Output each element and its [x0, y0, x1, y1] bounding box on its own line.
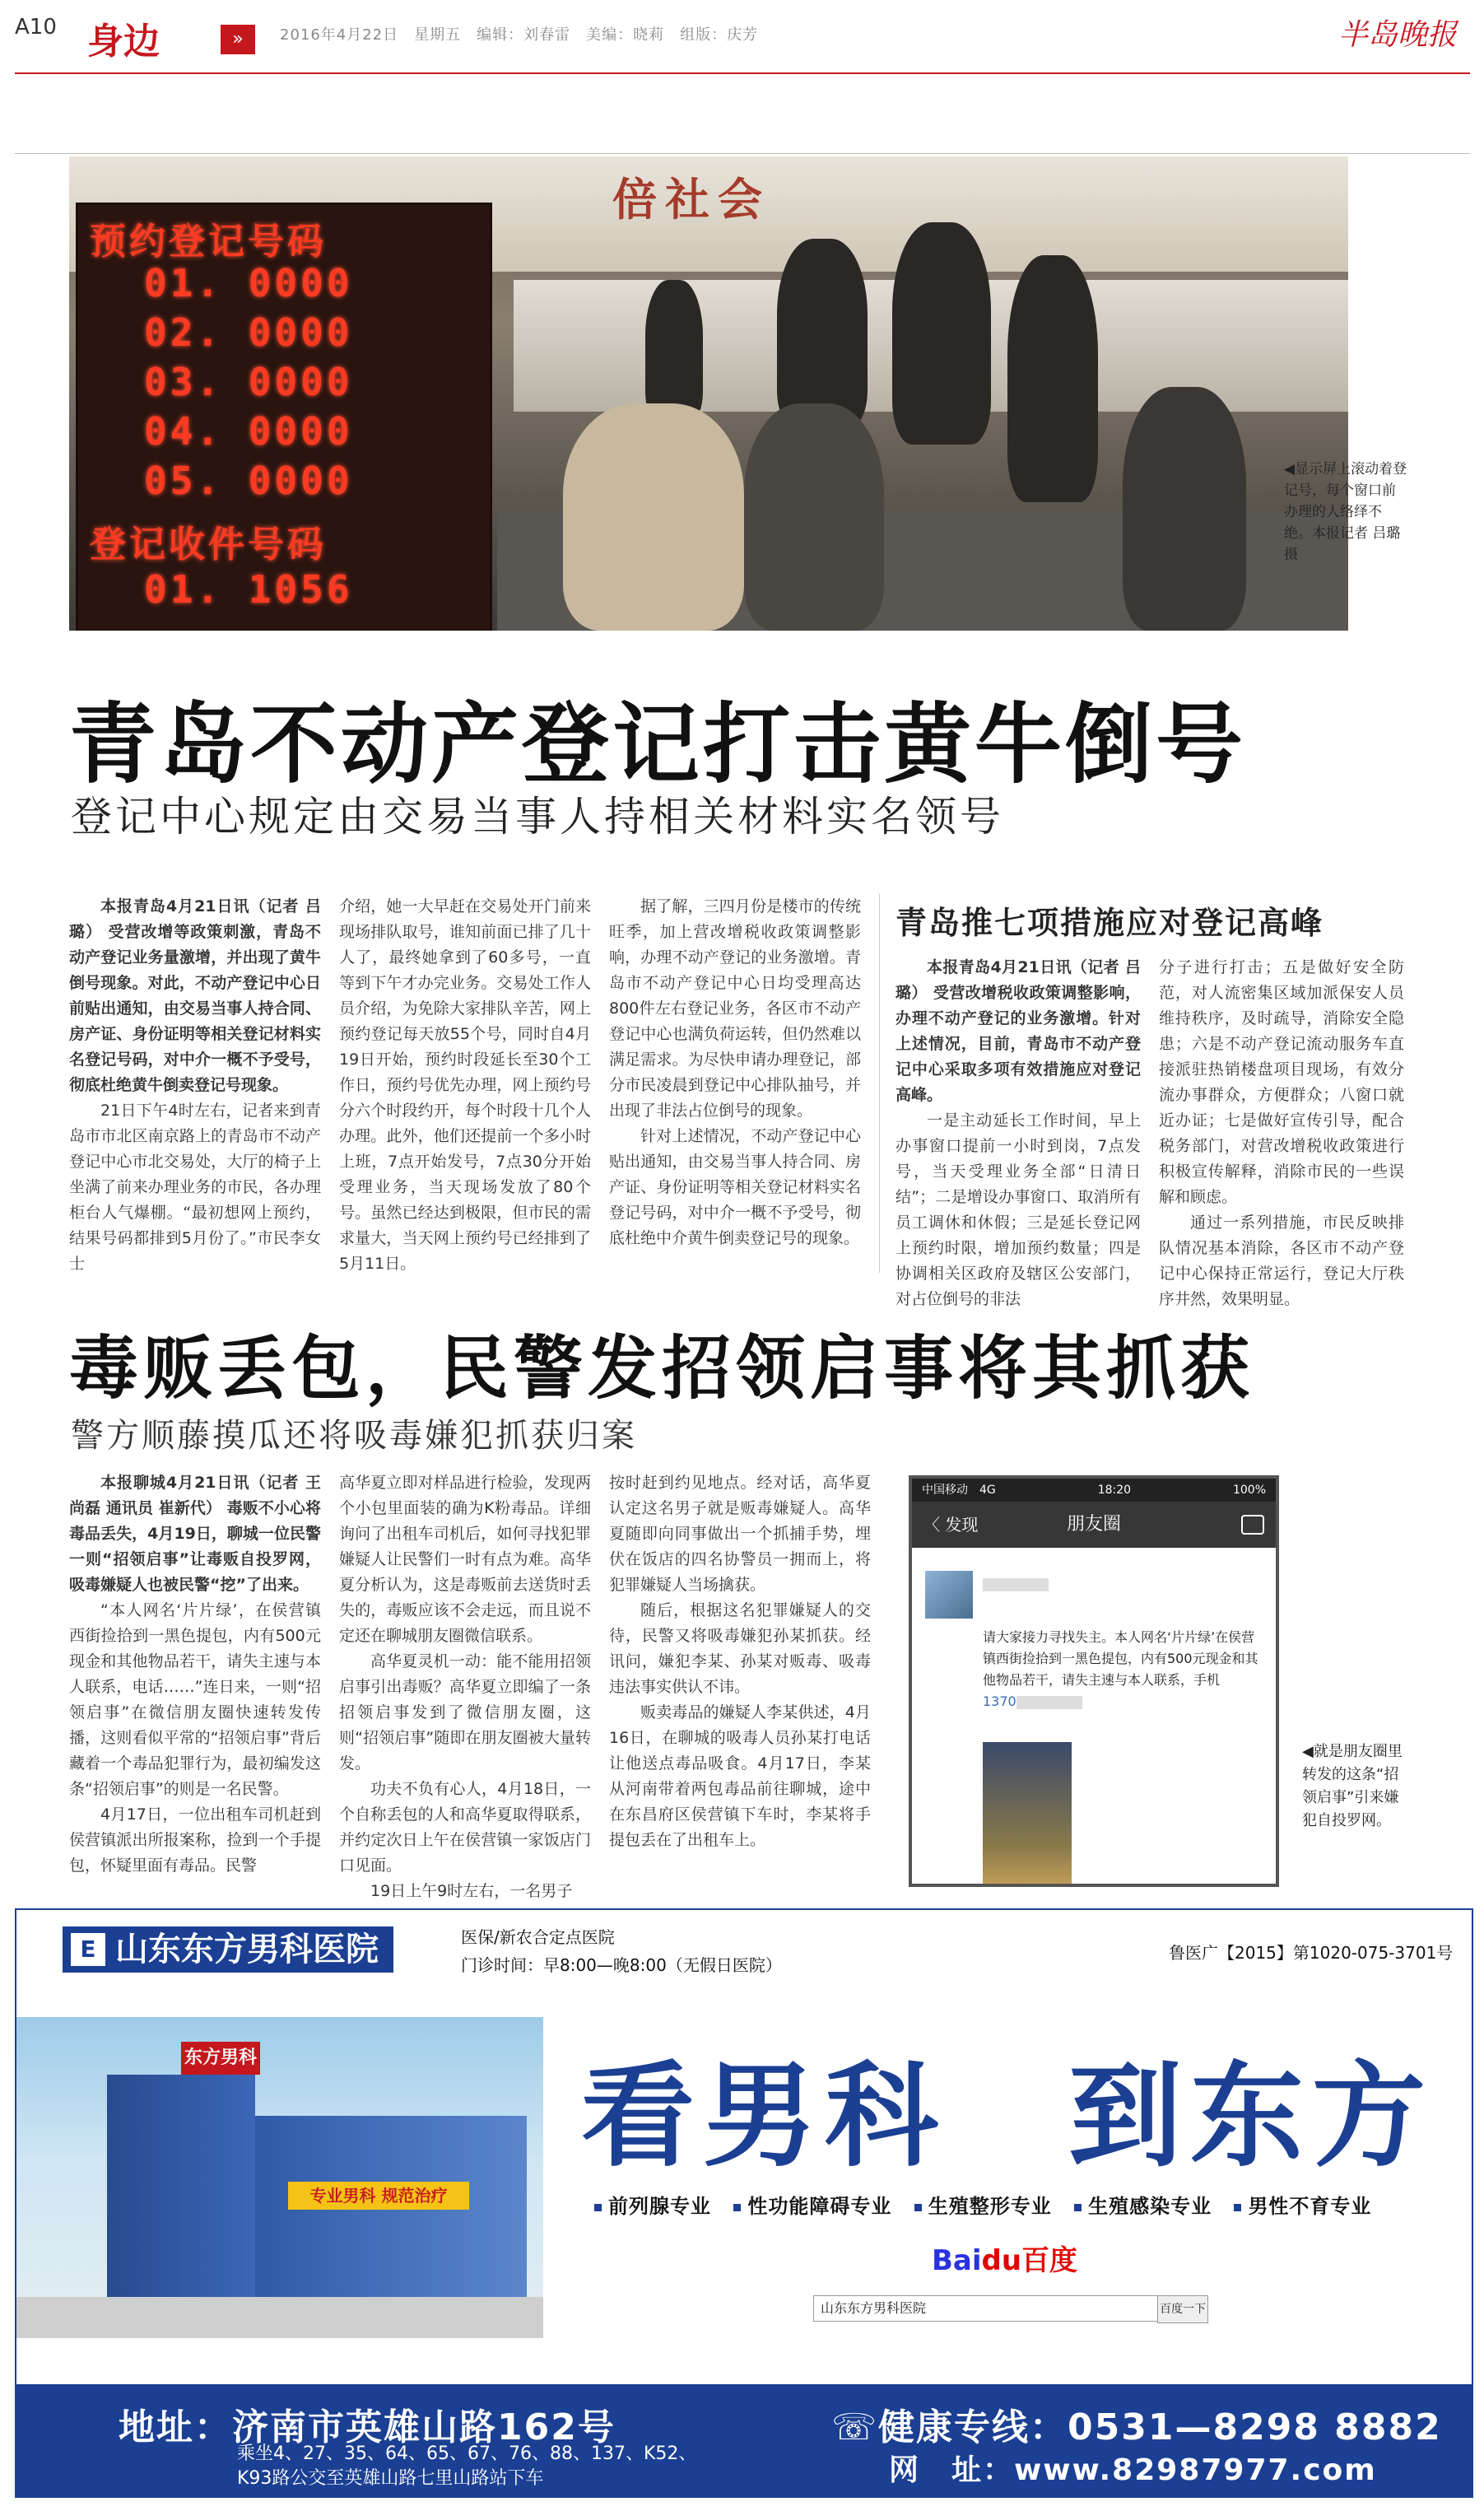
paragraph: “本人网名‘片片绿’，在侯营镇西街捡拾到一黑色提包，内有500元现金和其他物品若干，请失主速与本人联系，电话……”连日来，一则“招领启事”在微信朋友圈快速转发传播，这则看似平常的“招领启事”背后藏着一个毒品犯罪行为，最初编发这条“招领启事”的则是一名民警。	[69, 1601, 321, 1798]
column-divider	[879, 894, 880, 1273]
paragraph: 21日下午4时左右，记者来到青岛市市北区南京路上的青岛市不动产登记中心市北交易处，大厅的椅子上坐满了前来办理业务的市民，各办理柜台人气爆棚。“最初想网上预约，结果号码都排到5月份了。”市民李女士	[69, 1102, 321, 1273]
paragraph: 据了解，三四月份是楼市的传统旺季，加上营改增税收政策调整影响，办理不动产登记的业务激增。青岛市不动产登记中心日均受理高达800件左右登记业务，各区市不动产登记中心也满负荷运转，但仍然难以满足需求。为尽快申请办理登记，部分市民凌晨到登记中心排队抽号，并出现了非法占位倒号的现象。	[609, 897, 861, 1120]
paragraph: 功夫不负有心人，4月18日，一个自称丢包的人和高华夏取得联系，并约定次日上午在侯营镇一家饭店门口见面。	[339, 1780, 591, 1875]
blur-mask	[983, 1578, 1049, 1591]
avatar	[925, 1571, 973, 1619]
article-column	[339, 894, 591, 1277]
bus-route-line: 乘坐4、27、35、64、65、67、76、88、137、K52、	[237, 2443, 697, 2464]
specialty-list	[594, 2190, 1386, 2219]
wechat-screenshot	[909, 1475, 1279, 1887]
hospital-name: 山东东方男科医院	[115, 1931, 379, 1968]
article-column	[339, 1470, 591, 1904]
led-row: 05. 0000	[144, 459, 353, 503]
paragraph: 本报聊城4月21日讯（记者 王尚磊 通讯员 崔新代） 毒贩不小心将毒品丢失，4月19日，聊城一位民警一则“招领启事”让毒贩自投罗网，吸毒嫌疑人也被民警“挖”了出来。	[69, 1474, 321, 1594]
building-roof-sign: 东方男科	[181, 2042, 260, 2075]
specialty-label: 生殖感染专业	[1088, 2195, 1212, 2218]
issue-meta: 2016年4月22日 星期五 编辑：刘春雷 美编：晓莉 组版：庆芳	[280, 26, 759, 44]
search-box: 山东东方男科医院	[813, 2295, 1164, 2322]
section-arrow-icon: »	[221, 25, 255, 54]
post-text	[983, 1627, 1263, 1712]
bus-route	[237, 2442, 696, 2491]
clock-label: 18:20	[1097, 1484, 1132, 1497]
post-message: 请大家接力寻找失主。本人网名‘片片绿’在侯营镇西街捡拾到一黑色提包，内有500元现金和其他物品若干，请失主速与本人联系，手机	[983, 1629, 1258, 1688]
photo-person	[645, 280, 703, 420]
article-column	[69, 1470, 321, 1879]
led-title: 登记收件号码	[90, 524, 327, 566]
camera-icon	[1241, 1515, 1264, 1535]
hospital-address: 地址：济南市英雄山路162号	[119, 2406, 616, 2448]
carrier-label: 中国移动 4G	[922, 1484, 996, 1497]
article-column	[609, 1470, 871, 1853]
specialty-label: 性功能障碍专业	[747, 2195, 892, 2218]
hospital-logo	[63, 1926, 393, 1973]
bullet-icon	[733, 2204, 741, 2211]
blur-mask	[1016, 1696, 1082, 1709]
ad-license: 鲁医广【2015】第1020-075-3701号	[1169, 1943, 1454, 1963]
specialty-item	[733, 2195, 891, 2218]
search-button: 百度一下	[1157, 2295, 1208, 2323]
baidu-logo-text: du百度	[981, 2244, 1078, 2277]
bullet-icon	[1234, 2204, 1241, 2211]
led-title: 预约登记号码	[90, 221, 327, 263]
article-column	[69, 894, 321, 1277]
paragraph: 19日上午9时左右，一名男子	[370, 1882, 573, 1900]
specialty-label: 前列腺专业	[608, 2195, 711, 2218]
paragraph: 按时赶到约见地点。经对话，高华夏认定这名男子就是贩毒嫌疑人。高华夏随即向同事做出一个抓捕手势，埋伏在饭店的四名协警员一拥而上，将犯罪嫌疑人当场擒获。	[609, 1474, 871, 1594]
building-ground	[16, 2297, 543, 2338]
section-title: 身边	[87, 21, 160, 63]
headline: 青岛不动产登记打击黄牛倒号	[69, 694, 1246, 795]
ad-slogan: 看男科 到东方	[581, 2050, 1435, 2183]
hospital-building-image	[16, 2017, 543, 2338]
photo-person	[563, 403, 744, 631]
opening-hours: 门诊时间：早8:00—晚8:00（无假日医院）	[461, 1955, 782, 1975]
headline: 毒贩丢包，民警发招领启事将其抓获	[69, 1328, 1255, 1409]
article-column	[609, 894, 861, 1251]
moments-post	[912, 1548, 1276, 1709]
page-number: A10	[15, 15, 57, 40]
paragraph: 分子进行打击；五是做好安全防范，对人流密集区域加派保安人员维持秩序，及时疏导，消除安全隐患；六是不动产登记流动服务车直接派驻热销楼盘项目现场，有效分流办事群众，方便群众；八窗口就近办证；七是做好宣传引导，配合税务部门，对营改增税收政策进行积极宣传解释，消除市民的一些误解和顾虑。	[1159, 958, 1404, 1206]
specialty-item	[914, 2195, 1052, 2218]
photo-person	[892, 222, 991, 445]
section-label	[72, 7, 249, 63]
baidu-logo-text: Bai	[932, 2244, 982, 2277]
website: 网 址：www.82987977.com	[889, 2453, 1377, 2487]
header-subdivider	[15, 153, 1470, 154]
paragraph: 通过一系列措施，市民反映排队情况基本消除，各区市不动产登记中心保持正常运行，登记大厅秩序井然，效果明显。	[1159, 1214, 1404, 1308]
insurance-note: 医保/新农合定点医院	[461, 1927, 615, 1947]
led-row: 04. 0000	[144, 409, 353, 454]
photo-person	[1123, 387, 1246, 631]
phone-status-bar	[912, 1479, 1276, 1502]
moments-title: 朋友圈	[1066, 1514, 1121, 1535]
article-column	[896, 955, 1141, 1312]
led-row: 02. 0000	[144, 310, 353, 355]
newspaper-logo: 半岛晚报	[1338, 18, 1458, 52]
paragraph: 针对上述情况，不动产登记中心贴出通知，由交易当事人持合同、房产证、身份证明等相关登记材料实名登记号码，对中介一概不予受号，彻底杜绝中介黄牛倒卖登记号的现象。	[609, 1127, 861, 1247]
post-image	[983, 1742, 1072, 1887]
building-banner: 专业男科 规范治疗	[288, 2182, 469, 2210]
led-display	[76, 203, 492, 631]
paragraph: 贩卖毒品的嫌疑人李某供述，4月16日，在聊城的吸毒人员孙某打电话让他送点毒品吸食。4月17日，李某从河南带着两包毒品前往聊城，途中在东昌府区侯营镇下车时，李某将手提包丢在了出租车上。	[609, 1703, 871, 1849]
article-column	[1159, 955, 1404, 1312]
building-tower	[107, 2075, 255, 2313]
photo-person	[744, 403, 884, 631]
paragraph: 随后，根据这名犯罪嫌疑人的交待，民警又将吸毒嫌犯孙某抓获。经讯问，嫌犯李某、孙某对贩毒、吸毒违法事实供认不讳。	[609, 1601, 871, 1696]
phone-caption: ◀就是朋友圈里转发的这条“招领启事”引来嫌犯自投罗网。	[1302, 1743, 1403, 1829]
led-row: 03. 0000	[144, 360, 353, 404]
bullet-icon	[1074, 2204, 1082, 2211]
subheadline: 登记中心规定由交易当事人持相关材料实名领号	[71, 793, 1004, 841]
photo-caption: ◀显示屏上滚动着登记号，每个窗口前办理的人络绎不绝。本报记者 吕璐 摄	[1284, 461, 1407, 563]
battery-label: 100%	[1232, 1484, 1266, 1497]
back-button: 〈 发现	[923, 1515, 979, 1535]
led-row: 01. 0000	[144, 261, 353, 305]
hospital-info	[461, 1923, 782, 1979]
building-wing	[255, 2116, 527, 2313]
post-phone-number: 1370	[983, 1693, 1016, 1709]
specialty-item	[1074, 2195, 1212, 2218]
ad-footer	[16, 2384, 1472, 2496]
header-divider	[15, 72, 1470, 74]
photo-person	[777, 239, 868, 428]
paragraph: 4月17日，一位出租车司机赶到侯营镇派出所报案称，捡到一个手提包，怀疑里面有毒品。民警	[69, 1805, 321, 1875]
hospital-logo-mark: E	[71, 1933, 105, 1966]
bullet-icon	[914, 2204, 922, 2211]
paragraph: 一是主动延长工作时间，早上办事窗口提前一小时到岗，7点发号，当天受理业务全部“日清日结”；二是增设办事窗口、取消所有员工调休和休假；三是延长登记网上预约时限，增加预约数量；四是协调相关区政府及辖区公安部门，对占位倒号的非法	[896, 1111, 1141, 1308]
specialty-item	[1234, 2195, 1371, 2218]
specialty-label: 生殖整形专业	[928, 2195, 1052, 2218]
specialty-item	[594, 2195, 711, 2218]
sidebar-headline: 青岛推七项措施应对登记高峰	[896, 905, 1324, 941]
baidu-logo	[932, 2238, 1077, 2278]
paragraph: 介绍，她一大早赶在交易处开门前来现场排队取号，谁知前面已排了几十人了，最终她拿到了60多号，一直等到下午才办完业务。交易处工作人员介绍，为免除大家排队辛苦，网上预约登记每天放55个号，同时自4月19日开始，预约时段延长至30个工作日，预约号优先办理，网上预约号分六个时段约开，每个时段十几个人办理。此外，他们还提前一个多小时上班，7点开始发号，7点30分开始受理业务，当天现场发放了80个号。虽然已经达到极限，但市民的需求量大，当天网上预约号已经排到了5月11日。	[339, 897, 591, 1273]
hospital-ad	[15, 1908, 1473, 2498]
paragraph: 本报青岛4月21日讯（记者 吕璐） 受营改增等政策刺激，青岛不动产登记业务量激增，并出现了黄牛倒号现象。对此，不动产登记中心日前贴出通知，由交易当事人持合同、房产证、身份证明等相关登记材料实名登记号码，对中介一概不予受号，彻底杜绝黄牛倒卖登记号现象。	[69, 897, 321, 1094]
blurred-username	[983, 1576, 1049, 1591]
news-photo	[69, 156, 1348, 631]
bullet-icon	[594, 2204, 602, 2211]
bus-route-line: K93路公交至英雄山路七里山路站下车	[237, 2468, 544, 2489]
subheadline: 警方顺藤摸瓜还将吸毒嫌犯抓获归案	[71, 1417, 637, 1455]
specialty-label: 男性不育专业	[1248, 2195, 1372, 2218]
paragraph: 本报青岛4月21日讯（记者 吕璐） 受营改增税收政策调整影响，办理不动产登记的业务激增。针对上述情况，目前，青岛市不动产登记中心采取多项有效措施应对登记高峰。	[896, 958, 1141, 1104]
photo-person	[1007, 255, 1098, 502]
hotline: ☏健康专线：0531—8298 8882	[831, 2406, 1442, 2448]
paragraph: 高华夏灵机一动：能不能用招领启事引出毒贩？高华夏立即编了一条招领启事发到了微信朋友圈，这则“招领启事”随即在朋友圈被大量转发。	[339, 1652, 591, 1773]
led-row: 01. 1056	[144, 567, 353, 612]
paragraph: 高华夏立即对样品进行检验，发现两个小包里面装的确为K粉毒品。详细询问了出租车司机后，如何寻找犯罪嫌疑人让民警们一时有点为难。高华夏分析认为，这是毒贩前去送货时丢失的，毒贩应该不会走远，而且说不定还在聊城朋友圈微信联系。	[339, 1474, 591, 1645]
phone-nav-bar	[912, 1502, 1276, 1548]
photo-wall-sign: 倍社会	[612, 173, 770, 226]
